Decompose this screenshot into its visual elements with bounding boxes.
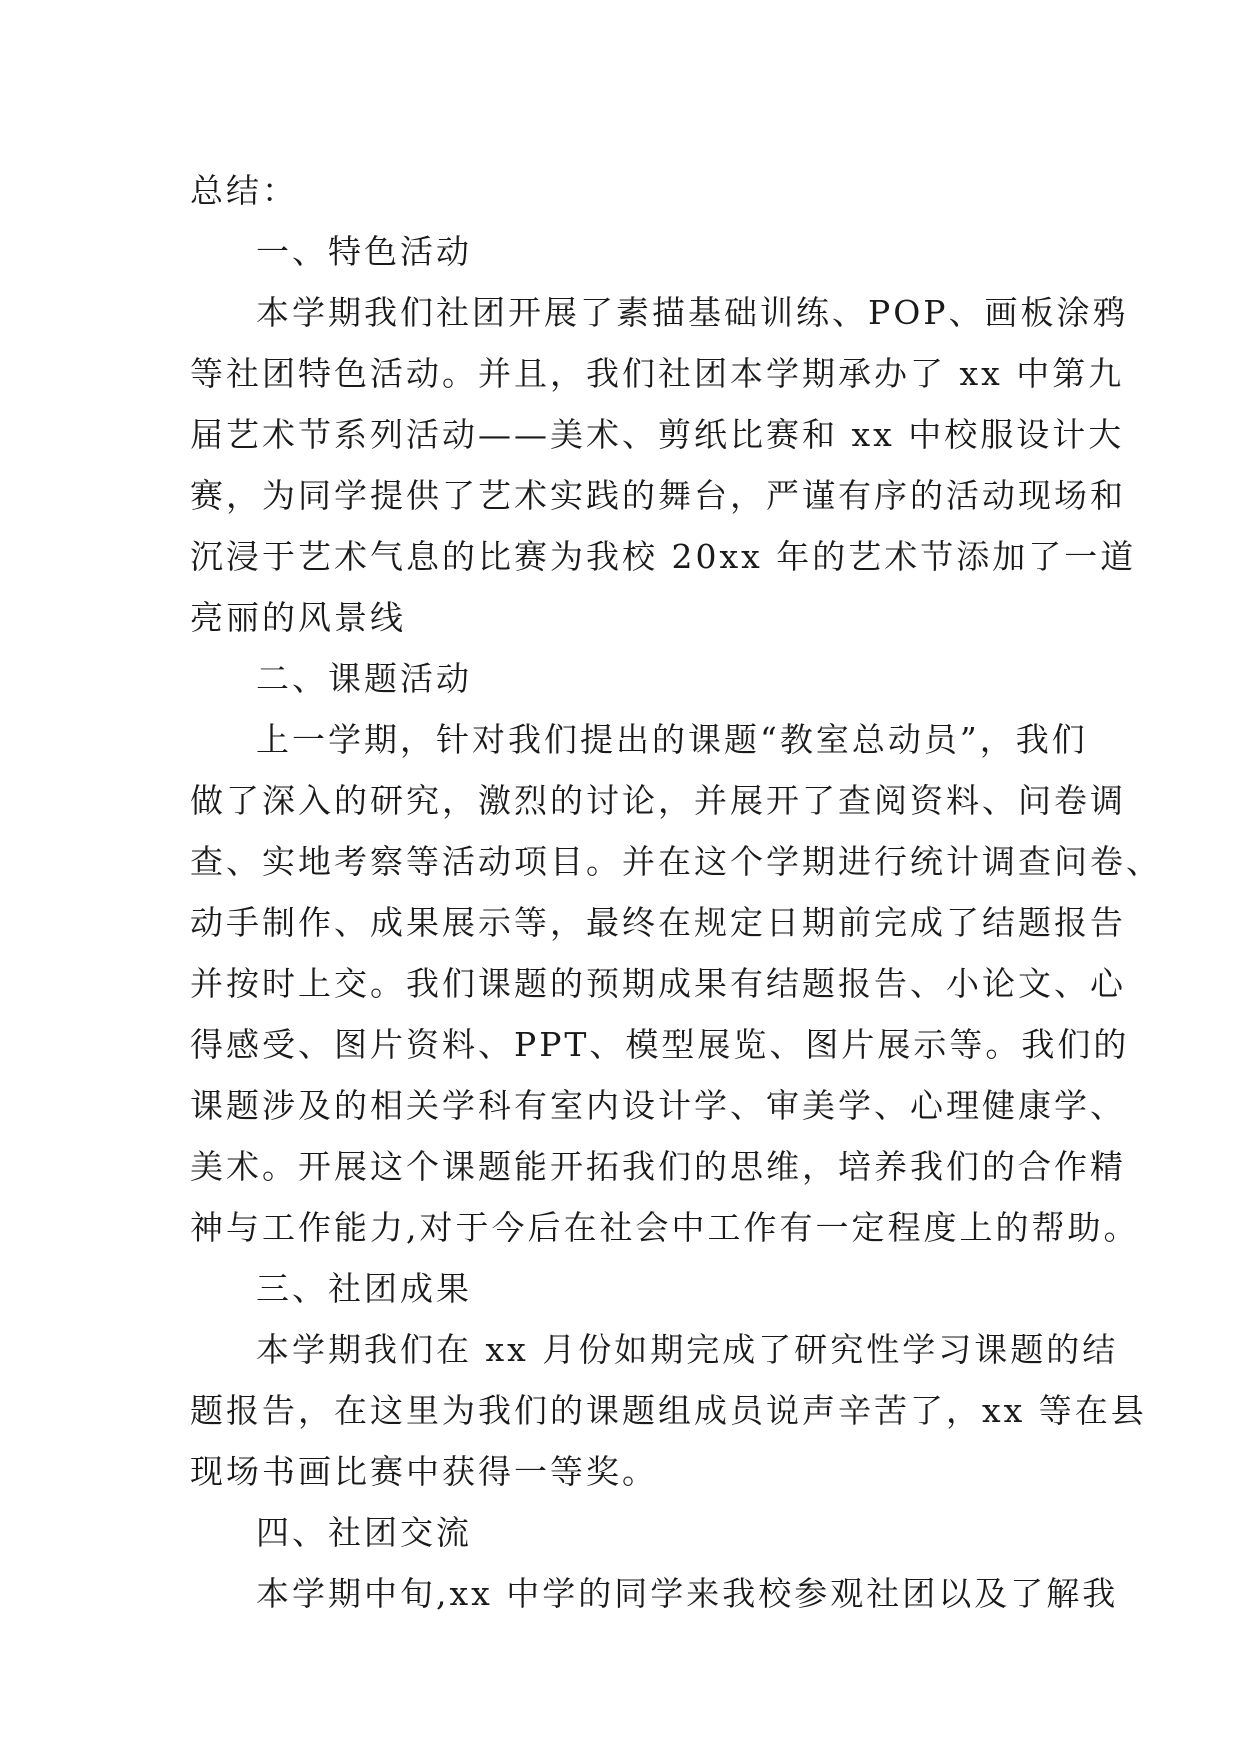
paragraph-line: 并按时上交。我们课题的预期成果有结题报告、小论文、心 — [190, 964, 1126, 1003]
paragraph-line: 课题涉及的相关学科有室内设计学、审美学、心理健康学、 — [190, 1086, 1126, 1125]
paragraph-line: 做了深入的研究，激烈的讨论，并展开了查阅资料、问卷调 — [190, 781, 1126, 820]
section-heading-featured-activities: 一、特色活动 — [256, 232, 472, 271]
paragraph-line: 美术。开展这个课题能开拓我们的思维，培养我们的合作精 — [190, 1147, 1126, 1186]
paragraph-line: 亮丽的风景线 — [190, 598, 406, 637]
summary-label: 总结： — [190, 171, 298, 210]
paragraph-line: 届艺术节系列活动——美术、剪纸比赛和 xx 中校服设计大 — [190, 415, 1125, 454]
paragraph-line: 本学期我们在 xx 月份如期完成了研究性学习课题的结 — [256, 1330, 1119, 1369]
section-heading-club-achievements: 三、社团成果 — [256, 1269, 472, 1308]
paragraph-line: 神与工作能力,对于今后在社会中工作有一定程度上的帮助。 — [190, 1208, 1140, 1247]
section-heading-club-exchange: 四、社团交流 — [256, 1513, 472, 1552]
paragraph-line: 本学期中旬,xx 中学的同学来我校参观社团以及了解我 — [256, 1574, 1119, 1613]
paragraph-line: 题报告，在这里为我们的课题组成员说声辛苦了，xx 等在县 — [190, 1391, 1147, 1430]
paragraph-line: 动手制作、成果展示等，最终在规定日期前完成了结题报告 — [190, 903, 1126, 942]
paragraph-line: 现场书画比赛中获得一等奖。 — [190, 1452, 658, 1491]
document-body — [190, 160, 1162, 1624]
section-heading-research-activities: 二、课题活动 — [256, 659, 472, 698]
paragraph-line: 赛，为同学提供了艺术实践的舞台，严谨有序的活动现场和 — [190, 476, 1126, 515]
paragraph-line: 上一学期，针对我们提出的课题“教室总动员”，我们 — [256, 720, 1088, 759]
paragraph-line: 得感受、图片资料、PPT、模型展览、图片展示等。我们的 — [190, 1025, 1130, 1064]
paragraph-line: 本学期我们社团开展了素描基础训练、POP、画板涂鸦 — [256, 293, 1129, 332]
paragraph-line: 查、实地考察等活动项目。并在这个学期进行统计调查问卷、 — [190, 842, 1162, 881]
paragraph-line: 沉浸于艺术气息的比赛为我校 20xx 年的艺术节添加了一道 — [190, 537, 1137, 576]
paragraph-line: 等社团特色活动。并且，我们社团本学期承办了 xx 中第九 — [190, 354, 1125, 393]
